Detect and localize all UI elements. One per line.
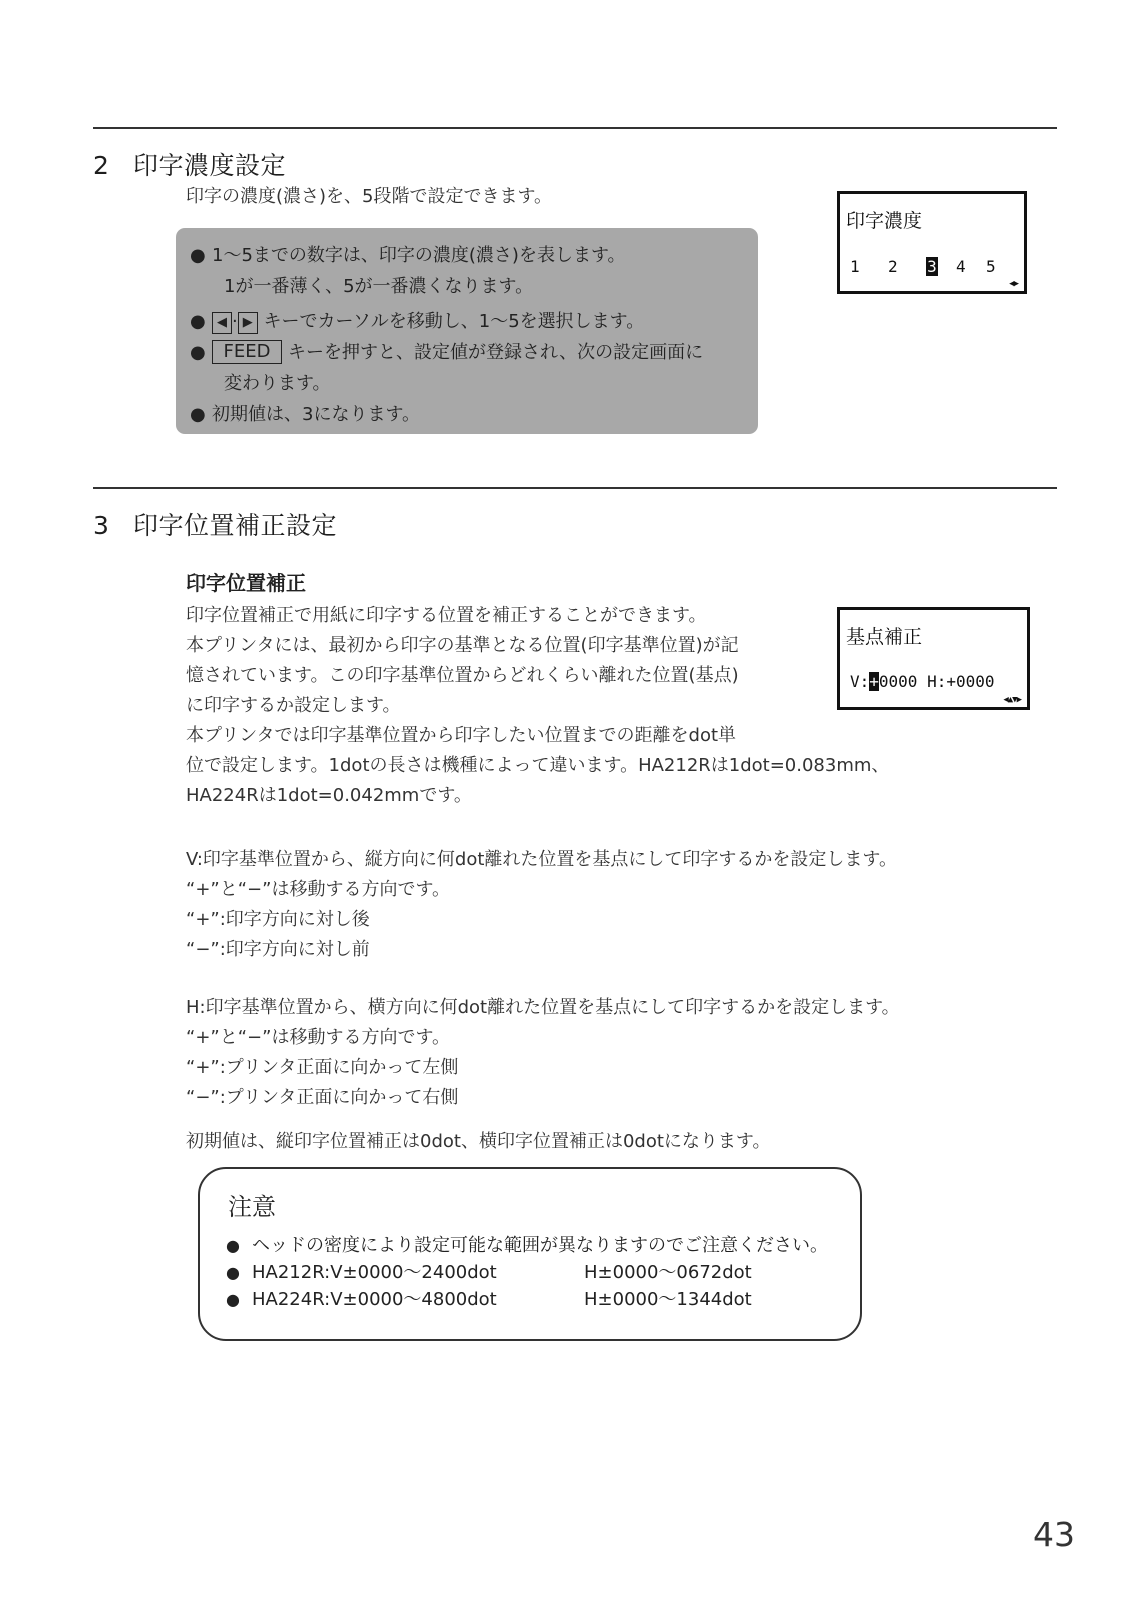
right-arrow-key-icon: ▶ xyxy=(238,312,258,334)
paragraph-line: V:印字基準位置から、縦方向に何dot離れた位置を基点にして印字するかを設定します。 xyxy=(186,849,897,870)
lcd-density-value: 3 xyxy=(927,257,937,276)
section-3-paragraph-h xyxy=(186,993,900,1113)
bullet-icon: ● xyxy=(226,1236,240,1255)
info-bullet-3-line2: 変わります。 xyxy=(224,373,331,394)
paragraph-line: H:印字基準位置から、横方向に何dot離れた位置を基点にして印字するかを設定します。 xyxy=(186,997,900,1018)
paragraph-line: 憶されています。この印字基準位置からどれくらい離れた位置(基点) xyxy=(186,665,739,686)
section-2-intro: 印字の濃度(濃さ)を、5段階で設定できます。 xyxy=(186,186,553,207)
key-separator: · xyxy=(232,311,238,332)
lcd-position-title: 基点補正 xyxy=(846,626,923,648)
section-3-title: 印字位置補正設定 xyxy=(133,511,338,540)
feed-key-icon: FEED xyxy=(212,340,282,364)
lcd-v-value: 0000 xyxy=(878,672,918,691)
lcd-density-value: 2 xyxy=(888,257,898,276)
lcd-density-value: 1 xyxy=(850,257,860,276)
lcd-v-cursor: + xyxy=(869,672,879,691)
section-3-number: 3 xyxy=(93,511,110,540)
paragraph-line: に印字するか設定します。 xyxy=(186,695,401,716)
notice-line-1-text: ヘッドの密度により設定可能な範囲が異なりますのでご注意ください。 xyxy=(252,1235,828,1256)
lcd-left-right-arrows-icon: ◀▶ xyxy=(1009,279,1018,289)
section-3-heading xyxy=(93,506,337,542)
lcd-density-value: 5 xyxy=(986,257,996,276)
lcd-density-value: 4 xyxy=(956,257,966,276)
info-bullet-1-text: 1〜5までの数字は、印字の濃度(濃さ)を表します。 xyxy=(212,245,626,266)
lcd-four-way-arrows-icon: ◀▲▼▶ xyxy=(1003,695,1021,705)
lcd-density-title: 印字濃度 xyxy=(846,210,923,232)
paragraph-line: “+”:プリンタ正面に向かって左側 xyxy=(186,1057,459,1078)
info-bullet-4-text: 初期値は、3になります。 xyxy=(212,404,421,425)
section-2-heading xyxy=(93,146,286,182)
notice-line-2 xyxy=(226,1258,826,1284)
notice-line-1 xyxy=(226,1231,828,1257)
notice-line-3-h: H±0000〜1344dot xyxy=(584,1289,752,1310)
bullet-icon: ● xyxy=(190,342,206,363)
lcd-v-label: V: xyxy=(850,672,870,691)
bullet-icon: ● xyxy=(226,1263,240,1282)
info-bullet-4 xyxy=(190,399,758,430)
info-bullet-2 xyxy=(190,306,758,337)
paragraph-line: 本プリンタには、最初から印字の基準となる位置(印字基準位置)が記 xyxy=(186,635,739,656)
notice-line-2-v: HA212R:V±0000〜2400dot xyxy=(252,1262,497,1283)
notice-box xyxy=(198,1167,862,1341)
bullet-icon: ● xyxy=(190,311,206,332)
notice-title: 注意 xyxy=(228,1193,276,1221)
section-2-number: 2 xyxy=(93,151,110,180)
paragraph-line: HA224Rは1dot=0.042mmです。 xyxy=(186,785,472,806)
lcd-position-values xyxy=(850,672,995,691)
paragraph-line: 位で設定します。1dotの長さは機種によって違います。HA212Rは1dot=0.083mm、 xyxy=(186,755,890,776)
section-divider-middle xyxy=(93,487,1057,489)
info-bullet-1 xyxy=(190,240,758,271)
notice-line-3-v: HA224R:V±0000〜4800dot xyxy=(252,1289,497,1310)
lcd-density-values xyxy=(850,257,1024,276)
left-arrow-key-icon: ◀ xyxy=(212,312,232,334)
section-3-subtitle: 印字位置補正 xyxy=(186,571,306,595)
notice-line-3 xyxy=(226,1285,826,1311)
section-3-paragraph-1 xyxy=(186,601,889,811)
info-bullet-3 xyxy=(190,337,758,368)
info-bullet-2-text: キーでカーソルを移動し、1〜5を選択します。 xyxy=(263,311,645,332)
page-number: 43 xyxy=(1033,1515,1075,1554)
paragraph-line: “−”:プリンタ正面に向かって右側 xyxy=(186,1087,459,1108)
lcd-position-screen xyxy=(837,607,1030,710)
section-2-title: 印字濃度設定 xyxy=(133,151,287,180)
paragraph-line: 印字位置補正で用紙に印字する位置を補正することができます。 xyxy=(186,605,707,626)
lcd-density-screen xyxy=(837,191,1027,294)
bullet-icon: ● xyxy=(226,1290,240,1309)
paragraph-line: 本プリンタでは印字基準位置から印字したい位置までの距離をdot単 xyxy=(186,725,737,746)
section-2-info-box xyxy=(176,228,758,434)
section-divider-top xyxy=(93,127,1057,129)
info-bullet-1-line2: 1が一番薄く、5が一番濃くなります。 xyxy=(224,276,534,297)
paragraph-line: “+”と“−”は移動する方向です。 xyxy=(186,879,451,900)
info-bullet-3-text: キーを押すと、設定値が登録され、次の設定画面に xyxy=(288,342,704,363)
bullet-icon: ● xyxy=(190,404,206,425)
lcd-h-value: H:+0000 xyxy=(927,672,995,691)
paragraph-line: “+”と“−”は移動する方向です。 xyxy=(186,1027,451,1048)
section-3-paragraph-v xyxy=(186,845,897,965)
bullet-icon: ● xyxy=(190,245,206,266)
notice-line-2-h: H±0000〜0672dot xyxy=(584,1262,752,1283)
paragraph-line: “+”:印字方向に対し後 xyxy=(186,909,370,930)
paragraph-line: “−”:印字方向に対し前 xyxy=(186,939,370,960)
section-3-initial-values: 初期値は、縦印字位置補正は0dot、横印字位置補正は0dotになります。 xyxy=(186,1131,771,1152)
